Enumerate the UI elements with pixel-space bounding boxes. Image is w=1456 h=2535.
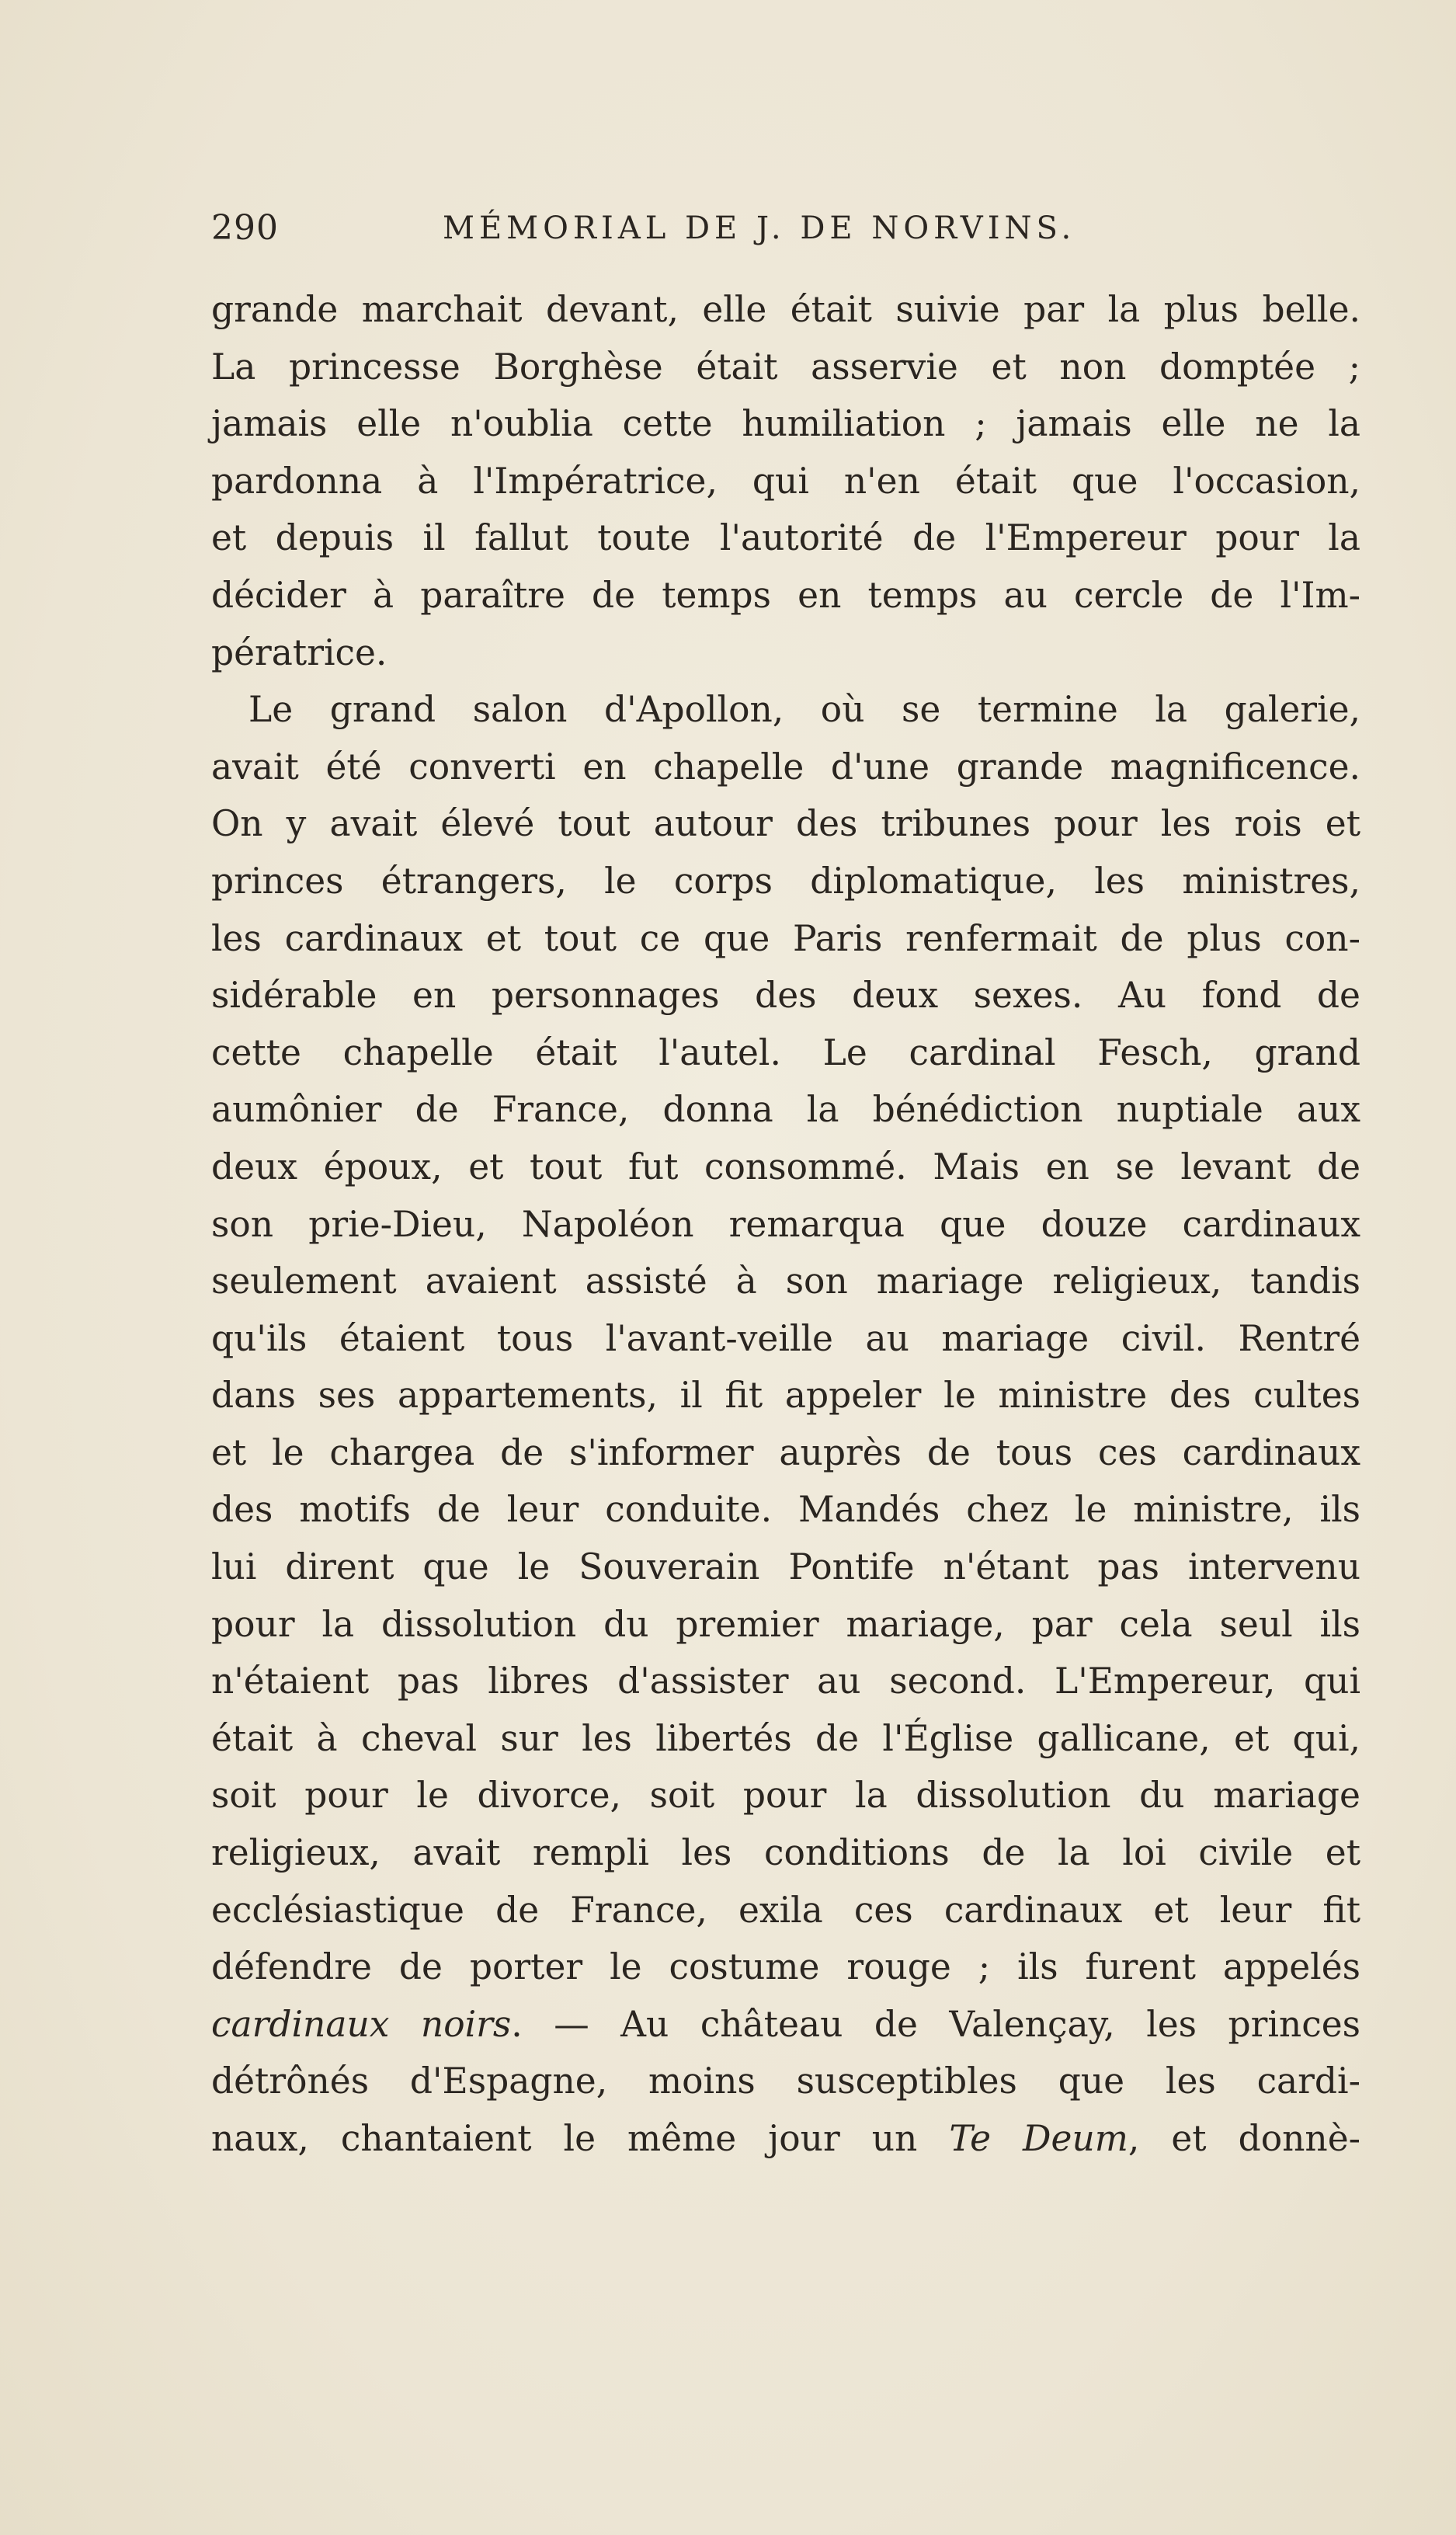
text-line: défendre de porter le costume rouge ; ils furent appelés <box>211 1946 1360 1988</box>
text-line: dans ses appartements, il fit appeler le ministre des cultes <box>211 1375 1360 1417</box>
text-line: princes étrangers, le corps diplomatique, les ministres, <box>211 860 1360 902</box>
text-line: et le chargea de s'informer auprès de tous ces cardinaux <box>211 1431 1360 1473</box>
text-line: La princesse Borghèse était asservie et non domptée ; <box>211 346 1360 388</box>
text-line: aumônier de France, donna la bénédiction nuptiale aux <box>211 1089 1360 1131</box>
text-line: religieux, avait rempli les conditions de la loi civile et <box>211 1832 1360 1874</box>
text-line: qu'ils étaient tous l'avant-veille au mariage civil. Rentré <box>211 1317 1360 1359</box>
text-line: jamais elle n'oublia cette humiliation ; jamais elle ne la <box>211 403 1360 445</box>
text-line: sidérable en personnages des deux sexes. Au fond de <box>211 975 1360 1017</box>
text-line: les cardinaux et tout ce que Paris renfermait de plus con- <box>211 917 1360 959</box>
text-line: pératrice. <box>211 631 387 673</box>
text-line: était à cheval sur les libertés de l'Église gallicane, et qui, <box>211 1717 1360 1759</box>
text-line: avait été converti en chapelle d'une grande magnificence. <box>211 746 1360 788</box>
text-line: ecclésiastique de France, exila ces cardinaux et leur fit <box>211 1889 1360 1931</box>
text-line: On y avait élevé tout autour des tribunes pour les rois et <box>211 803 1360 845</box>
text-line: des motifs de leur conduite. Mandés chez le ministre, ils <box>211 1489 1360 1531</box>
text-line: cardinaux noirs. — Au château de Valençay, les princes <box>211 2003 1360 2045</box>
text-line: son prie-Dieu, Napoléon remarqua que douze cardinaux <box>211 1203 1360 1245</box>
text-line: lui dirent que le Souverain Pontife n'étant pas intervenu <box>211 1546 1360 1588</box>
text-line: naux, chantaient le même jour un Te Deum, et donnè- <box>211 2118 1360 2159</box>
page-number: 290 <box>211 208 279 248</box>
text-line: détrônés d'Espagne, moins susceptibles que les cardi- <box>211 2060 1360 2102</box>
text-line: seulement avaient assisté à son mariage religieux, tandis <box>211 1261 1360 1302</box>
text-line: pour la dissolution du premier mariage, par cela seul ils <box>211 1603 1360 1645</box>
page-header <box>211 205 1128 252</box>
text-line: Le grand salon d'Apollon, où se termine la galerie, <box>248 689 1360 731</box>
text-line: décider à paraître de temps en temps au cercle de l'Im- <box>211 574 1360 616</box>
text-line: deux époux, et tout fut consommé. Mais en se levant de <box>211 1146 1360 1188</box>
running-title: MÉMORIAL DE J. DE NORVINS. <box>443 210 1076 246</box>
italic-term: Te Deum <box>949 2118 1128 2159</box>
text-line: soit pour le divorce, soit pour la dissolution du mariage <box>211 1775 1360 1817</box>
text-line: cette chapelle était l'autel. Le cardinal Fesch, grand <box>211 1031 1360 1073</box>
text-line: pardonna à l'Impératrice, qui n'en était que l'occasion, <box>211 460 1360 502</box>
text-line: grande marchait devant, elle était suivie par la plus belle. <box>211 289 1360 330</box>
text-line: et depuis il fallut toute l'autorité de l'Empereur pour la <box>211 517 1360 559</box>
body-text <box>211 281 1360 2168</box>
text-line: n'étaient pas libres d'assister au second. L'Empereur, qui <box>211 1660 1360 1702</box>
italic-term: cardinaux noirs <box>211 2003 512 2045</box>
